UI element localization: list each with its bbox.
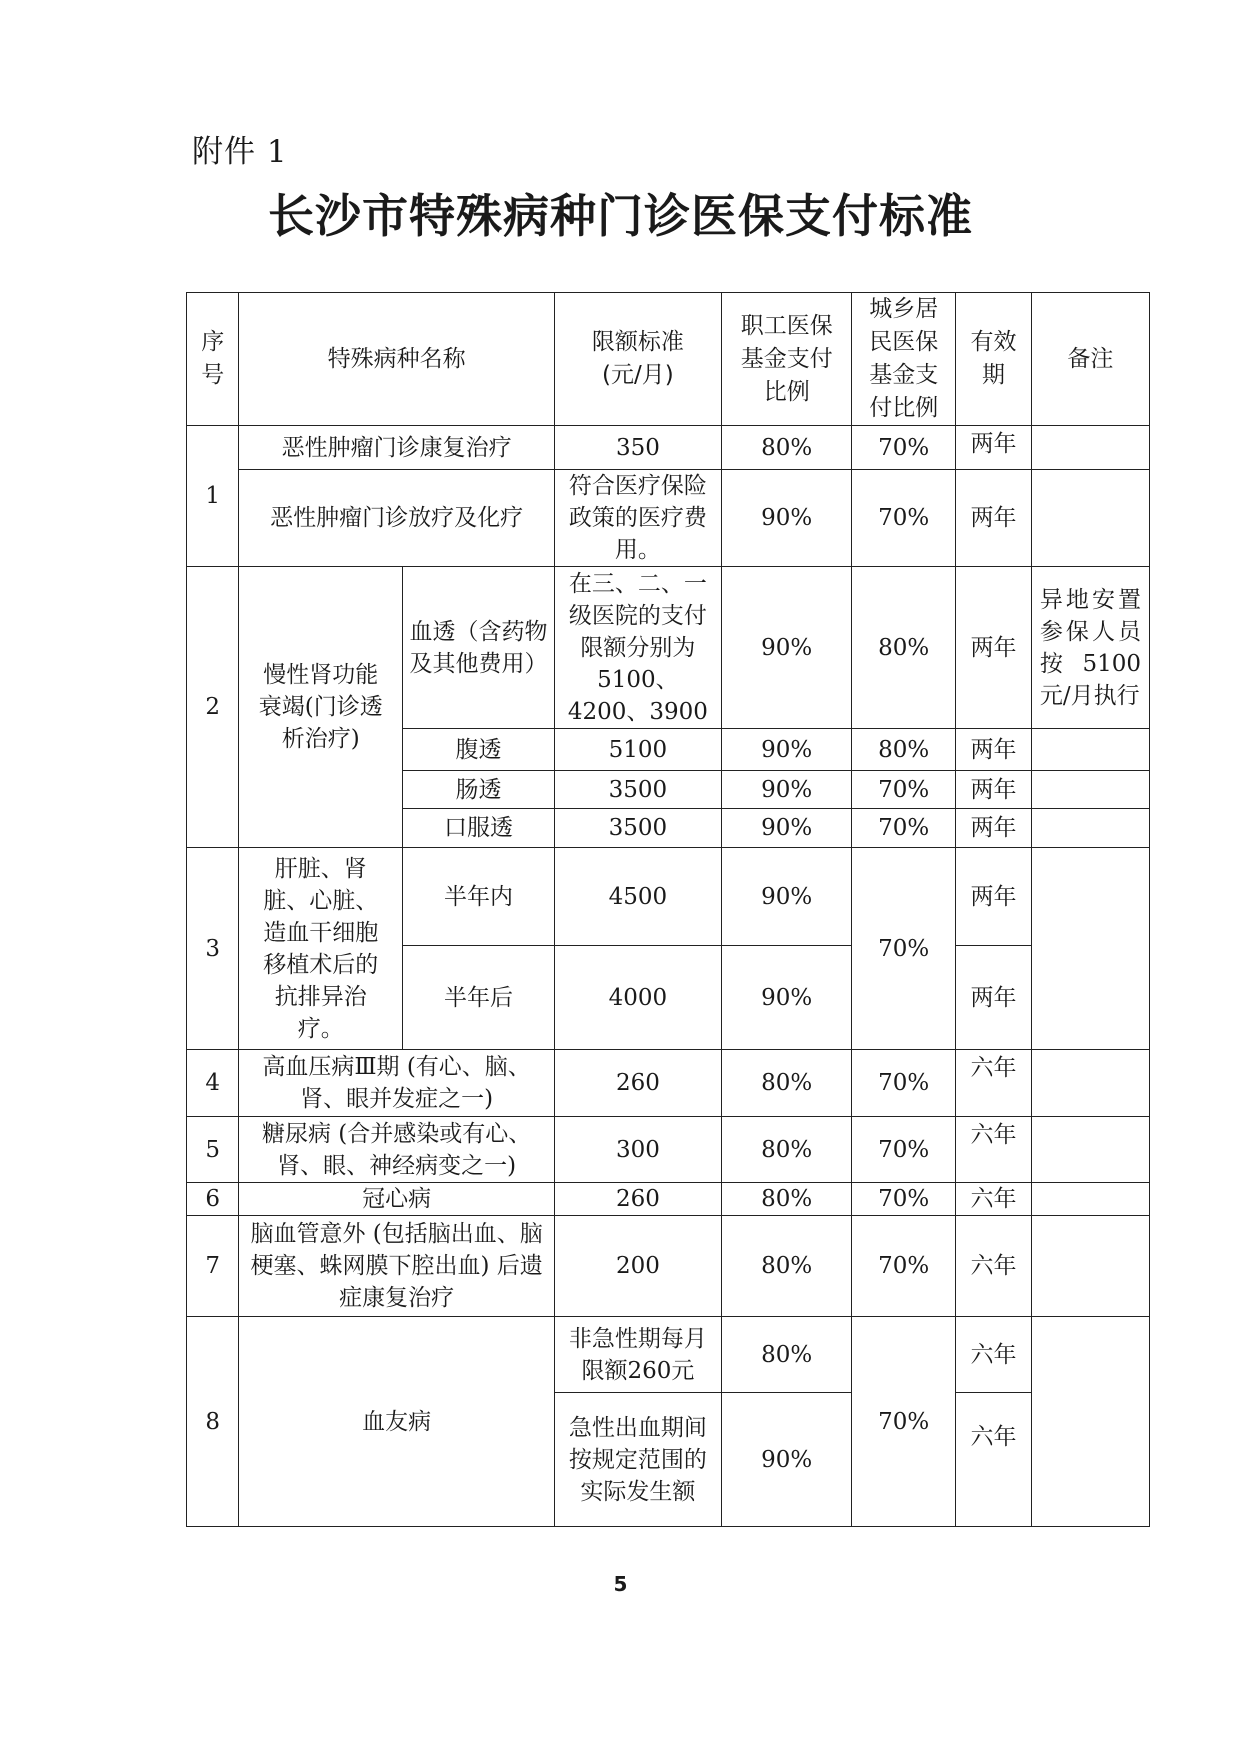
disease-name-cell: 恶性肿瘤门诊康复治疗 xyxy=(239,426,554,470)
header-name: 特殊病种名称 xyxy=(239,293,554,426)
disease-name-cell: 脑血管意外 (包括脑出血、脑梗塞、蛛网膜下腔出血) 后遗症康复治疗 xyxy=(239,1216,554,1317)
note-cell xyxy=(1031,848,1149,1050)
table-row xyxy=(187,470,1150,567)
header-resident-ratio-label: 城乡居民医保基金支付比例 xyxy=(869,296,939,421)
limit-cell: 300 xyxy=(554,1117,721,1183)
employee-ratio-cell: 90% xyxy=(721,946,851,1050)
validity-cell: 六年 xyxy=(956,1317,1032,1393)
validity-cell: 两年 xyxy=(956,470,1032,567)
header-resident-ratio xyxy=(852,293,956,426)
note-cell xyxy=(1031,1117,1149,1183)
resident-ratio-cell: 70% xyxy=(852,1216,956,1317)
resident-ratio-cell: 80% xyxy=(852,567,956,729)
note-cell xyxy=(1031,1050,1149,1117)
employee-ratio-cell: 80% xyxy=(721,426,851,470)
note-cell xyxy=(1031,426,1149,470)
disease-group-cell xyxy=(239,567,403,848)
employee-ratio-cell: 80% xyxy=(721,1117,851,1183)
note-cell xyxy=(1031,729,1149,771)
disease-name-cell: 腹透 xyxy=(403,729,555,771)
note-cell xyxy=(1031,771,1149,809)
note-cell xyxy=(1031,470,1149,567)
limit-cell: 350 xyxy=(554,426,721,470)
header-seq-label: 序号 xyxy=(201,329,225,388)
table-row xyxy=(187,1317,1150,1393)
employee-ratio-cell: 90% xyxy=(721,1393,851,1527)
validity-cell: 两年 xyxy=(956,771,1032,809)
disease-name-cell: 口服透 xyxy=(403,809,555,848)
resident-ratio-cell: 70% xyxy=(852,848,956,1050)
limit-cell: 260 xyxy=(554,1050,721,1117)
table-row xyxy=(187,848,1150,946)
table-row xyxy=(187,1050,1150,1117)
seq-cell: 3 xyxy=(187,848,239,1050)
seq-cell: 8 xyxy=(187,1317,239,1527)
header-employee-ratio xyxy=(721,293,851,426)
disease-group-label: 肝脏、肾脏、心脏、造血干细胞移植术后的抗排异治疗。 xyxy=(263,855,379,1042)
limit-cell: 在三、二、一级医院的支付限额分别为 5100、4200、3900 xyxy=(554,567,721,729)
resident-ratio-cell: 70% xyxy=(852,1117,956,1183)
table-row xyxy=(187,567,1150,729)
validity-cell: 两年 xyxy=(956,729,1032,771)
disease-name-cell: 高血压病Ⅲ期 (有心、脑、肾、眼并发症之一) xyxy=(239,1050,554,1117)
resident-ratio-cell: 70% xyxy=(852,1050,956,1117)
disease-name-cell: 冠心病 xyxy=(239,1183,554,1216)
note-cell: 异地安置参保人员按 5100 元/月执行 xyxy=(1031,567,1149,729)
validity-cell: 两年 xyxy=(956,848,1032,946)
page-number: 5 xyxy=(613,1572,628,1596)
validity-cell: 六年 xyxy=(956,1216,1032,1317)
validity-cell: 六年 xyxy=(956,1393,1032,1527)
limit-cell: 非急性期每月限额260元 xyxy=(554,1317,721,1393)
note-cell xyxy=(1031,1317,1149,1527)
table-row xyxy=(187,1117,1150,1183)
employee-ratio-cell: 80% xyxy=(721,1050,851,1117)
limit-cell: 5100 xyxy=(554,729,721,771)
validity-cell: 两年 xyxy=(956,426,1032,470)
seq-cell: 5 xyxy=(187,1117,239,1183)
disease-group-label: 慢性肾功能衰竭(门诊透析治疗) xyxy=(258,662,383,752)
disease-name-cell: 恶性肿瘤门诊放疗及化疗 xyxy=(239,470,554,567)
table-row xyxy=(187,1216,1150,1317)
header-seq xyxy=(187,293,239,426)
employee-ratio-cell: 90% xyxy=(721,567,851,729)
note-cell xyxy=(1031,809,1149,848)
header-employee-ratio-label: 职工医保基金支付比例 xyxy=(740,312,833,405)
resident-ratio-cell: 70% xyxy=(852,1317,956,1527)
seq-cell: 2 xyxy=(187,567,239,848)
limit-cell: 4500 xyxy=(554,848,721,946)
header-note: 备注 xyxy=(1031,293,1149,426)
validity-cell: 两年 xyxy=(956,946,1032,1050)
disease-name-cell: 肠透 xyxy=(403,771,555,809)
seq-cell: 1 xyxy=(187,426,239,567)
attachment-label: 附件 1 xyxy=(192,134,288,170)
header-limit xyxy=(554,293,721,426)
resident-ratio-cell: 70% xyxy=(852,426,956,470)
limit-cell: 符合医疗保险政策的医疗费用。 xyxy=(554,470,721,567)
payment-standard-table xyxy=(186,292,1150,1527)
header-limit-label: 限额标准(元/月) xyxy=(591,329,684,388)
resident-ratio-cell: 80% xyxy=(852,729,956,771)
validity-cell: 两年 xyxy=(956,809,1032,848)
disease-name-cell: 糖尿病 (合并感染或有心、肾、眼、神经病变之一) xyxy=(239,1117,554,1183)
employee-ratio-cell: 80% xyxy=(721,1183,851,1216)
employee-ratio-cell: 90% xyxy=(721,470,851,567)
employee-ratio-cell: 80% xyxy=(721,1216,851,1317)
header-validity xyxy=(956,293,1032,426)
employee-ratio-cell: 90% xyxy=(721,848,851,946)
employee-ratio-cell: 90% xyxy=(721,809,851,848)
disease-name-cell: 血透（含药物及其他费用） xyxy=(403,567,555,729)
validity-cell: 两年 xyxy=(956,567,1032,729)
validity-cell: 六年 xyxy=(956,1117,1032,1183)
table-row xyxy=(187,1183,1150,1216)
limit-cell: 260 xyxy=(554,1183,721,1216)
table-header-row xyxy=(187,293,1150,426)
validity-cell: 六年 xyxy=(956,1183,1032,1216)
limit-cell: 3500 xyxy=(554,809,721,848)
table-row xyxy=(187,426,1150,470)
disease-name-cell: 半年后 xyxy=(403,946,555,1050)
header-validity-label: 有效期 xyxy=(970,329,1017,388)
seq-cell: 7 xyxy=(187,1216,239,1317)
limit-cell: 4000 xyxy=(554,946,721,1050)
resident-ratio-cell: 70% xyxy=(852,1183,956,1216)
page-title: 长沙市特殊病种门诊医保支付标准 xyxy=(268,189,973,243)
seq-cell: 4 xyxy=(187,1050,239,1117)
note-cell xyxy=(1031,1216,1149,1317)
employee-ratio-cell: 80% xyxy=(721,1317,851,1393)
limit-cell: 200 xyxy=(554,1216,721,1317)
employee-ratio-cell: 90% xyxy=(721,771,851,809)
disease-group-cell xyxy=(239,848,403,1050)
seq-cell: 6 xyxy=(187,1183,239,1216)
limit-cell: 3500 xyxy=(554,771,721,809)
resident-ratio-cell: 70% xyxy=(852,809,956,848)
resident-ratio-cell: 70% xyxy=(852,771,956,809)
note-cell xyxy=(1031,1183,1149,1216)
disease-name-cell: 血友病 xyxy=(239,1317,554,1527)
validity-cell: 六年 xyxy=(956,1050,1032,1117)
limit-cell: 急性出血期间按规定范围的实际发生额 xyxy=(554,1393,721,1527)
disease-name-cell: 半年内 xyxy=(403,848,555,946)
employee-ratio-cell: 90% xyxy=(721,729,851,771)
resident-ratio-cell: 70% xyxy=(852,470,956,567)
